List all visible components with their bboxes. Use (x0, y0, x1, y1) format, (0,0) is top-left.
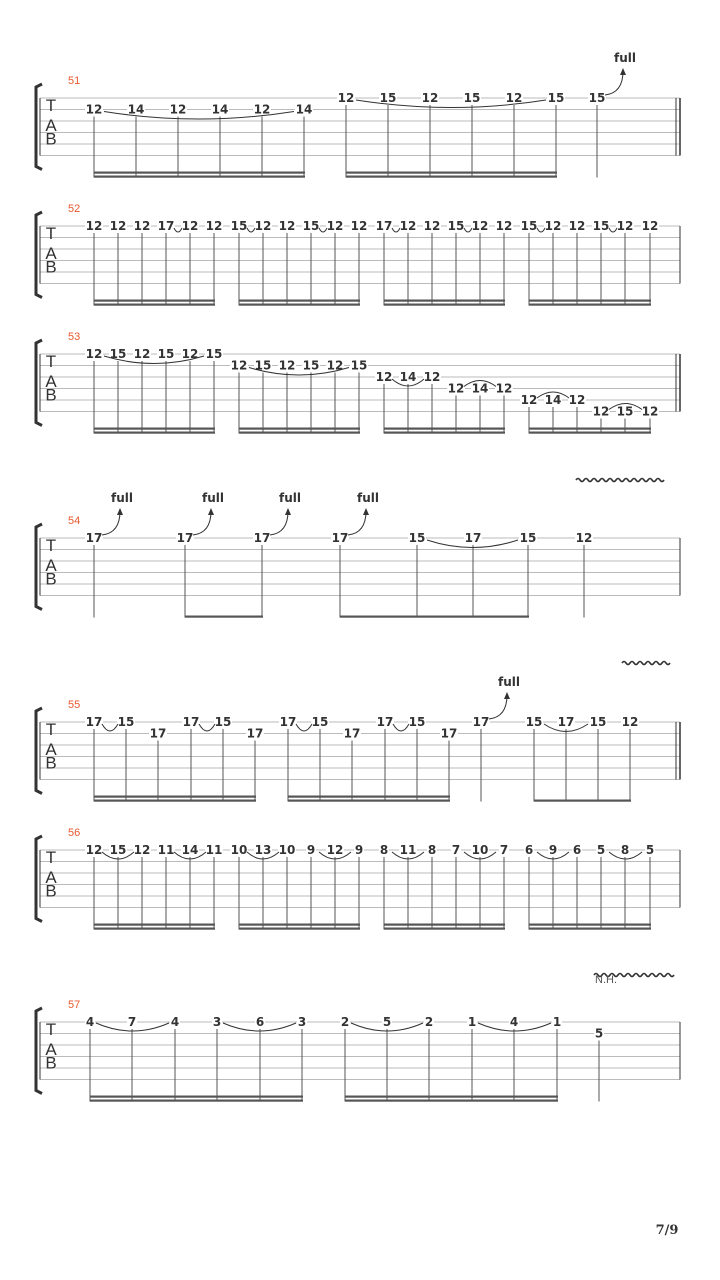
fret-number: 15 (109, 843, 127, 857)
hammer-pull-arc (393, 724, 409, 731)
tab-clef-letter: A (45, 116, 57, 135)
fret-number: 11 (205, 843, 223, 857)
bend-arrowhead (620, 68, 626, 75)
fret-number: 12 (337, 91, 355, 105)
beam (529, 928, 651, 930)
tab-clef-letter: T (45, 536, 57, 555)
vibrato-mark (622, 662, 670, 665)
fret-number: 4 (170, 1015, 180, 1029)
hammer-pull-arc (102, 724, 118, 731)
tab-clef-letter: B (45, 753, 57, 773)
tab-clef-letter: T (45, 224, 57, 243)
fret-number: 15 (230, 219, 248, 233)
fret-number: 5 (382, 1015, 392, 1029)
beam (384, 924, 505, 926)
tab-clef-letter: A (45, 868, 57, 887)
fret-number: 10 (471, 843, 489, 857)
fret-number: 17 (557, 715, 575, 729)
fret-number: 15 (547, 91, 565, 105)
staff-bracket (36, 524, 42, 610)
fret-number: 12 (181, 219, 199, 233)
fret-number: 15 (519, 531, 537, 545)
bend-arrowhead (504, 692, 510, 699)
fret-number: 12 (326, 358, 344, 373)
fret-number: 17 (331, 531, 349, 545)
bend-amount-label: full (202, 491, 224, 505)
fret-number: 12 (253, 102, 271, 117)
tab-system (36, 479, 680, 618)
tab-clef-letter: B (45, 569, 57, 589)
fret-number: 17 (157, 219, 175, 233)
fret-number: 12 (278, 358, 296, 373)
beam (529, 428, 651, 430)
tab-clef-letter: A (45, 556, 57, 575)
tab-clef-letter: T (45, 96, 57, 115)
fret-number: 12 (421, 91, 439, 105)
fret-number: 15 (109, 347, 127, 361)
tab-clef-letter: A (45, 372, 57, 391)
fret-number: 15 (589, 715, 607, 729)
beam (288, 800, 450, 802)
bend-amount-label: full (111, 491, 133, 505)
beam (346, 176, 557, 178)
fret-number: 12 (447, 381, 465, 396)
beam (94, 796, 256, 798)
bend-arrowhead (285, 508, 291, 515)
bend-arrowhead (208, 508, 214, 515)
beam (94, 304, 215, 306)
fret-number: 5 (645, 843, 655, 857)
beam (94, 428, 215, 430)
beam (239, 428, 360, 430)
beam (529, 300, 651, 302)
fret-number: 12 (133, 843, 151, 857)
fret-number: 15 (592, 219, 610, 233)
beam (239, 924, 360, 926)
fret-number: 8 (427, 843, 437, 857)
fret-number: 5 (594, 1026, 604, 1041)
fret-number: 7 (127, 1015, 137, 1029)
tab-system (36, 331, 680, 434)
fret-number: 12 (592, 404, 610, 419)
bend-amount-label: full (357, 491, 379, 505)
tab-clef-letter: A (45, 740, 57, 759)
beam (529, 304, 651, 306)
fret-number: 15 (525, 715, 543, 729)
measure-number: 51 (68, 75, 81, 87)
beam (94, 924, 215, 926)
vibrato-mark (576, 479, 664, 482)
tab-system (36, 974, 680, 1102)
fret-number: 12 (641, 404, 659, 419)
tab-clef-letter: B (45, 1053, 57, 1073)
fret-number: 12 (133, 219, 151, 233)
fret-number: 12 (495, 219, 513, 233)
tab-clef-letter: B (45, 257, 57, 277)
beam (529, 432, 651, 434)
beam (94, 800, 256, 802)
fret-number: 12 (575, 531, 593, 545)
fret-number: 12 (350, 219, 368, 233)
fret-number: 4 (509, 1015, 519, 1029)
fret-number: 4 (85, 1015, 95, 1029)
fret-number: 12 (85, 843, 103, 857)
fret-number: 17 (149, 726, 167, 741)
fret-number: 14 (399, 370, 417, 384)
fret-number: 12 (505, 91, 523, 105)
fret-number: 12 (399, 219, 417, 233)
fret-number: 12 (423, 219, 441, 233)
fret-number: 12 (641, 219, 659, 233)
fret-number: 12 (568, 393, 586, 407)
beam (340, 616, 529, 618)
beam (529, 924, 651, 926)
fret-number: 14 (471, 381, 489, 396)
beam (534, 800, 631, 802)
measure-number: 52 (68, 203, 81, 215)
beam (94, 176, 305, 178)
fret-number: 17 (376, 715, 394, 729)
fret-number: 12 (85, 347, 103, 361)
tab-clef-letter: T (45, 720, 57, 739)
fret-number: 12 (423, 370, 441, 384)
fret-number: 12 (326, 219, 344, 233)
fret-number: 15 (302, 358, 320, 373)
fret-number: 6 (524, 843, 534, 857)
fret-number: 15 (408, 715, 426, 729)
beam (288, 796, 450, 798)
tab-system (36, 203, 680, 306)
fret-number: 15 (157, 347, 175, 361)
fret-number: 17 (375, 219, 393, 233)
fret-number: 12 (375, 370, 393, 384)
hammer-pull-arc (296, 724, 312, 731)
tab-clef-letter: B (45, 385, 57, 405)
bend-arrowhead (117, 508, 123, 515)
staff-bracket (36, 836, 42, 922)
tab-clef-letter: T (45, 1020, 57, 1039)
beam (94, 432, 215, 434)
fret-number: 10 (230, 843, 248, 857)
fret-number: 17 (472, 715, 490, 729)
fret-number: 9 (548, 843, 558, 857)
beam (94, 300, 215, 302)
beam (90, 1096, 303, 1098)
beam (185, 616, 263, 618)
fret-number: 2 (424, 1015, 434, 1029)
fret-number: 17 (85, 531, 103, 545)
fret-number: 15 (379, 91, 397, 105)
fret-number: 15 (214, 715, 232, 729)
fret-number: 6 (572, 843, 582, 857)
fret-number: 15 (408, 531, 426, 545)
beam (345, 1096, 558, 1098)
measure-number: 56 (68, 827, 81, 839)
fret-number: 17 (182, 715, 200, 729)
fret-number: 12 (544, 219, 562, 233)
fret-number: 12 (520, 393, 538, 407)
fret-number: 12 (85, 102, 103, 117)
tab-clef-letter: T (45, 848, 57, 867)
fret-number: 13 (254, 843, 272, 857)
fret-number: 12 (471, 219, 489, 233)
beam (384, 432, 505, 434)
fret-number: 3 (212, 1015, 222, 1029)
fret-number: 12 (133, 347, 151, 361)
fret-number: 15 (616, 404, 634, 419)
natural-harmonic-label: N.H. (595, 974, 617, 986)
page-number: 7/9 (655, 1223, 679, 1238)
fret-number: 8 (620, 843, 630, 857)
staff-bracket (36, 708, 42, 794)
fret-number: 15 (588, 91, 606, 105)
beam (239, 432, 360, 434)
fret-number: 14 (181, 843, 199, 857)
fret-number: 15 (520, 219, 538, 233)
fret-number: 12 (616, 219, 634, 233)
fret-number: 2 (340, 1015, 350, 1029)
staff-bracket (36, 84, 42, 170)
fret-number: 17 (246, 726, 264, 741)
fret-number: 14 (127, 102, 145, 117)
beam (384, 428, 505, 430)
beam (94, 172, 305, 174)
tab-clef-letter: B (45, 881, 57, 901)
fret-number: 15 (205, 347, 223, 361)
fret-number: 14 (295, 102, 313, 117)
fret-number: 1 (467, 1015, 477, 1029)
fret-number: 12 (495, 381, 513, 396)
fret-number: 12 (568, 219, 586, 233)
tab-systems (36, 51, 680, 1102)
fret-number: 17 (343, 726, 361, 741)
bend-amount-label: full (279, 491, 301, 505)
tab-clef-letter: A (45, 1040, 57, 1059)
fret-number: 8 (379, 843, 389, 857)
tab-system (36, 827, 680, 930)
fret-number: 17 (253, 531, 271, 545)
measure-number: 53 (68, 331, 81, 343)
fret-number: 17 (440, 726, 458, 741)
fret-number: 15 (311, 715, 329, 729)
fret-number: 1 (552, 1015, 562, 1029)
fret-number: 10 (278, 843, 296, 857)
staff-bracket (36, 212, 42, 298)
staff-bracket (36, 1008, 42, 1094)
tab-clef-letter: A (45, 244, 57, 263)
beam (384, 928, 505, 930)
beam (94, 928, 215, 930)
beam (345, 1100, 558, 1102)
fret-number: 12 (254, 219, 272, 233)
fret-number: 12 (205, 219, 223, 233)
beam (384, 300, 505, 302)
fret-number: 6 (255, 1015, 265, 1029)
tab-clef-letter: T (45, 352, 57, 371)
measure-number: 55 (68, 699, 81, 711)
fret-number: 9 (306, 843, 316, 857)
beam (239, 304, 360, 306)
fret-number: 5 (596, 843, 606, 857)
fret-number: 12 (109, 219, 127, 233)
fret-number: 15 (254, 358, 272, 373)
bend-arrowhead (363, 508, 369, 515)
beam (239, 300, 360, 302)
fret-number: 17 (279, 715, 297, 729)
fret-number: 7 (499, 843, 509, 857)
fret-number: 15 (447, 219, 465, 233)
measure-number: 54 (68, 515, 81, 527)
fret-number: 12 (181, 347, 199, 361)
fret-number: 14 (544, 393, 562, 407)
fret-number: 17 (85, 715, 103, 729)
tab-system (36, 51, 680, 178)
fret-number: 15 (302, 219, 320, 233)
bend-amount-label: full (614, 51, 636, 65)
fret-number: 3 (297, 1015, 307, 1029)
fret-number: 17 (464, 531, 482, 545)
fret-number: 12 (169, 102, 187, 117)
beam (346, 172, 557, 174)
tab-clef-letter: B (45, 129, 57, 149)
beam (90, 1100, 303, 1102)
fret-number: 12 (230, 358, 248, 373)
bend-amount-label: full (498, 675, 520, 689)
fret-number: 11 (399, 843, 417, 857)
tab-system (36, 662, 680, 802)
fret-number: 15 (350, 358, 368, 373)
fret-number: 17 (176, 531, 194, 545)
fret-number: 11 (157, 843, 175, 857)
fret-number: 15 (117, 715, 135, 729)
fret-number: 15 (463, 91, 481, 105)
measure-number: 57 (68, 999, 81, 1011)
fret-number: 7 (451, 843, 461, 857)
fret-number: 14 (211, 102, 229, 117)
beam (239, 928, 360, 930)
fret-number: 12 (85, 219, 103, 233)
fret-number: 9 (354, 843, 364, 857)
hammer-pull-arc (199, 724, 215, 731)
fret-number: 12 (621, 715, 639, 729)
fret-number: 12 (326, 843, 344, 857)
staff-bracket (36, 340, 42, 426)
fret-number: 12 (278, 219, 296, 233)
beam (384, 304, 505, 306)
